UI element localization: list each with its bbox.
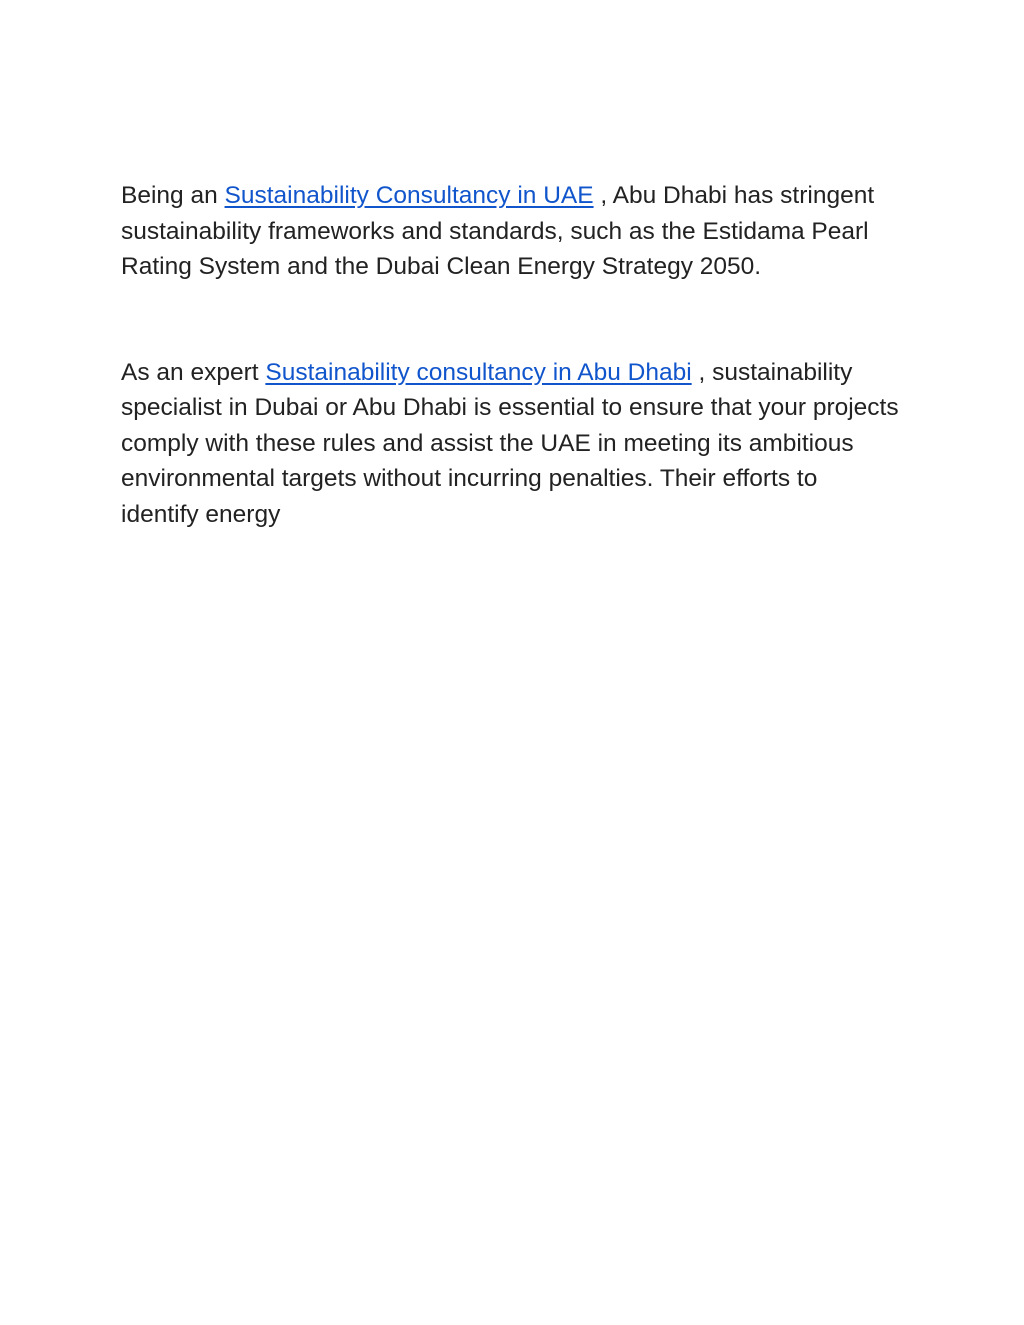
paragraph-2-text-after: , sustainability specialist in Dubai or Abu Dhabi is essential to ensure that your projects comply with these rules and assist the UAE in meeting its ambitious environmental targets without incurring penalties. Their efforts to identify energy	[121, 358, 899, 528]
link-sustainability-consultancy-abu-dhabi[interactable]: Sustainability consultancy in Abu Dhabi	[265, 358, 692, 386]
paragraph-1	[121, 178, 901, 285]
paragraph-2	[121, 355, 901, 533]
paragraph-1-text-after: , Abu Dhabi has stringent sustainability frameworks and standards, such as the Estidama Pearl Rating System and the Dubai Clean Energy Strategy 2050.	[121, 182, 875, 280]
document-body	[121, 178, 901, 532]
paragraph-1-text-before: Being an	[121, 182, 225, 209]
paragraph-2-text-before: As an expert	[121, 358, 266, 386]
link-sustainability-consultancy-uae[interactable]: Sustainability Consultancy in UAE	[224, 182, 594, 209]
